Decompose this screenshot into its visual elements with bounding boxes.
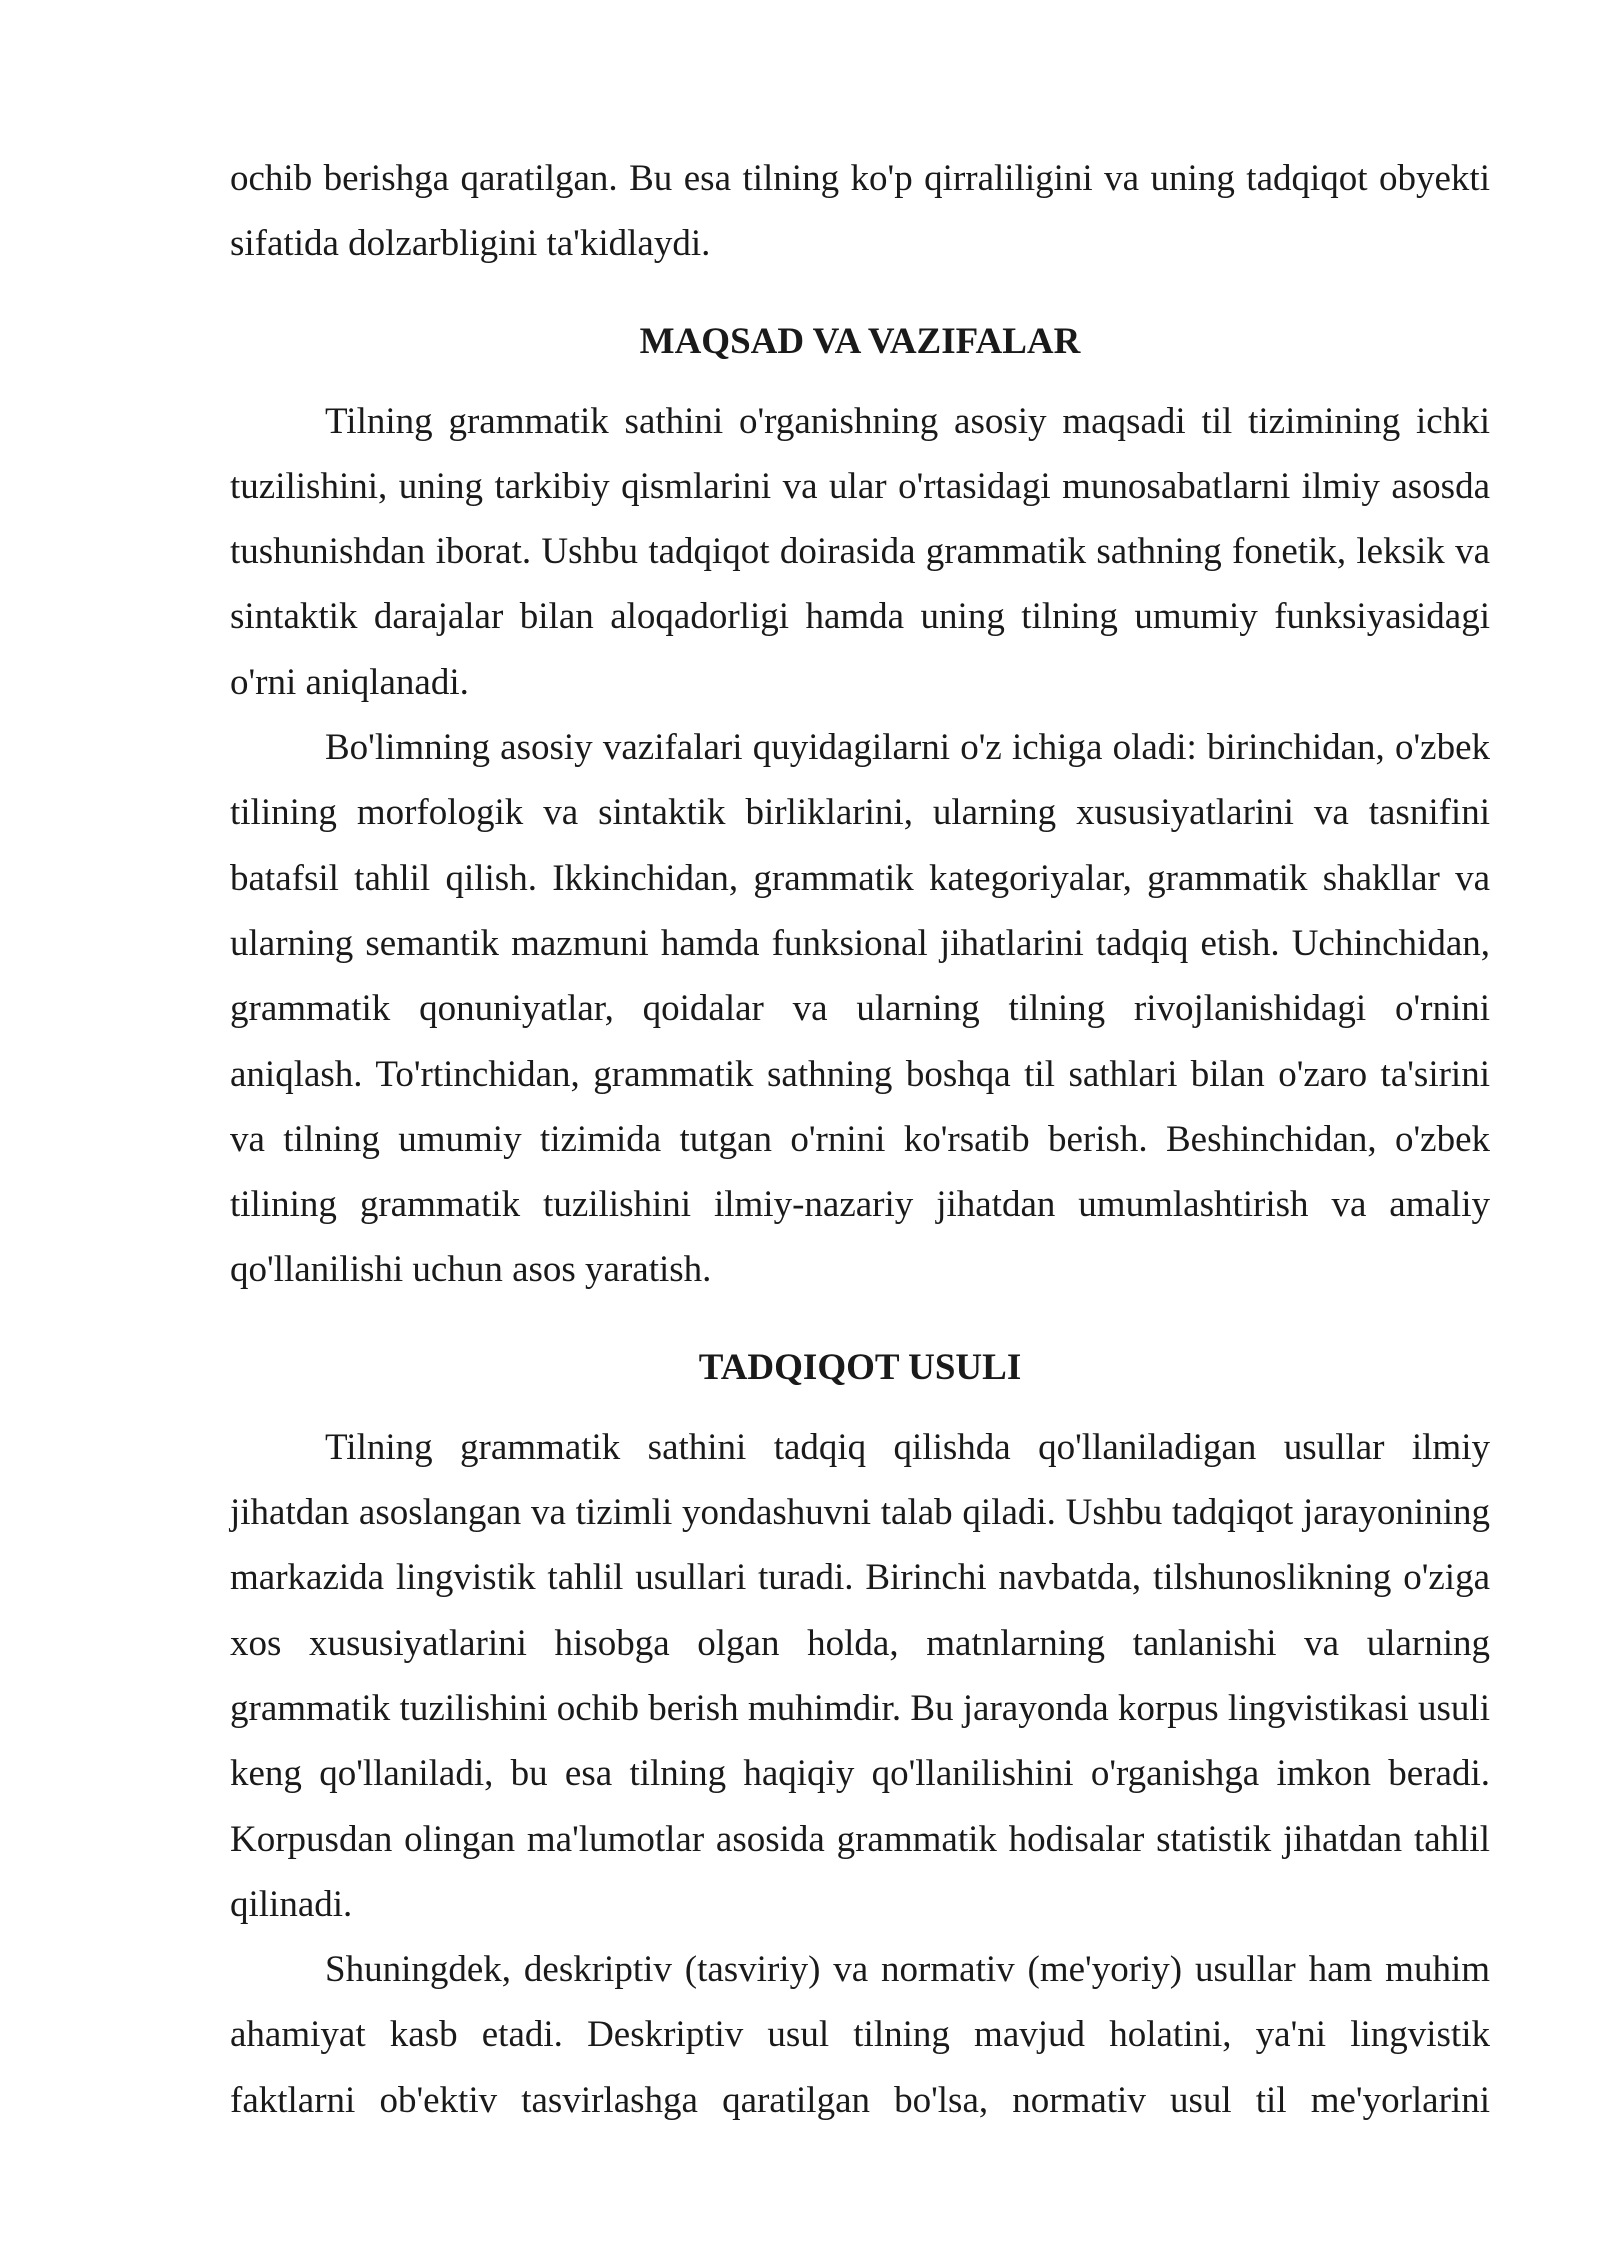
spacer [230, 1303, 1490, 1335]
section-heading-method: TADQIQOT USULI [698, 1346, 1022, 1388]
body-paragraph: Tilning grammatik sathini o'rganishning asosiy maqsadi til tizimining ichki tuzilishini, uning tarkibiy qismlarini va ular o'rtasidagi munosabatlarni ilmiy asosda tushunishdan iborat. Ushbu tadqiqot doirasida grammatik sathning fonetik, leksik va sintaktik darajalar bilan aloqadorligi hamda uning tilning umumiy funksiyasidagi o'rni aniqlanadi. [230, 400, 1490, 703]
spacer [230, 374, 1490, 389]
body-paragraph: Tilning grammatik sathini tadqiq qilishda qo'llaniladigan usullar ilmiy jihatdan asoslangan va tizimli yondashuvni talab qiladi. Ushbu tadqiqot jarayonining markazida lingvistik tahlil usullari turadi. Birinchi navbatda, tilshunoslikning o'ziga xos xususiyatlarini hisobga olgan holda, matnlarning tanlanishi va ularning grammatik tuzilishini ochib berish muhimdir. Bu jarayonda korpus lingvistikasi usuli keng qo'llaniladi, bu esa tilning haqiqiy qo'llanilishini o'rganishga imkon beradi. Korpusdan olingan ma'lumotlar asosida grammatik hodisalar statistik jihatdan tahlil qilinadi. [230, 1426, 1490, 1925]
spacer [230, 277, 1490, 309]
spacer [230, 1400, 1490, 1415]
document-page [230, 146, 1490, 2133]
section-heading-goals: MAQSAD VA VAZIFALAR [639, 320, 1081, 362]
body-paragraph: Bo'limning asosiy vazifalari quyidagilarni o'z ichiga oladi: birinchidan, o'zbek tilining morfologik va sintaktik birliklarini, ularning xususiyatlarini va tasnifini batafsil tahlil qilish. Ikkinchidan, grammatik kategoriyalar, grammatik shakllar va ularning semantik mazmuni hamda funksional jihatlarini tadqiq etish. Uchinchidan, grammatik qonuniyatlar, qoidalar va ularning tilning rivojlanishidagi o'rnini aniqlash. To'rtinchidan, grammatik sathning boshqa til sathlari bilan o'zaro ta'sirini va tilning umumiy tizimida tutgan o'rnini ko'rsatib berish. Beshinchidan, o'zbek tilining grammatik tuzilishini ilmiy-nazariy jihatdan umumlashtirish va amaliy qo'llanilishi uchun asos yaratish. [230, 727, 1490, 1291]
intro-paragraph: ochib berishga qaratilgan. Bu esa tilning ko'p qirraliligini va uning tadqiqot obyekti sifatida dolzarbligini ta'kidlaydi. [230, 158, 1490, 265]
body-paragraph: Shuningdek, deskriptiv (tasviriy) va normativ (me'yoriy) usullar ham muhim ahamiyat kasb etadi. Deskriptiv usul tilning mavjud holatini, ya'ni lingvistik faktlarni ob'ektiv tasvirlashga qaratilgan bo'lsa, normativ usul til me'yorlarini [230, 1949, 1490, 2121]
